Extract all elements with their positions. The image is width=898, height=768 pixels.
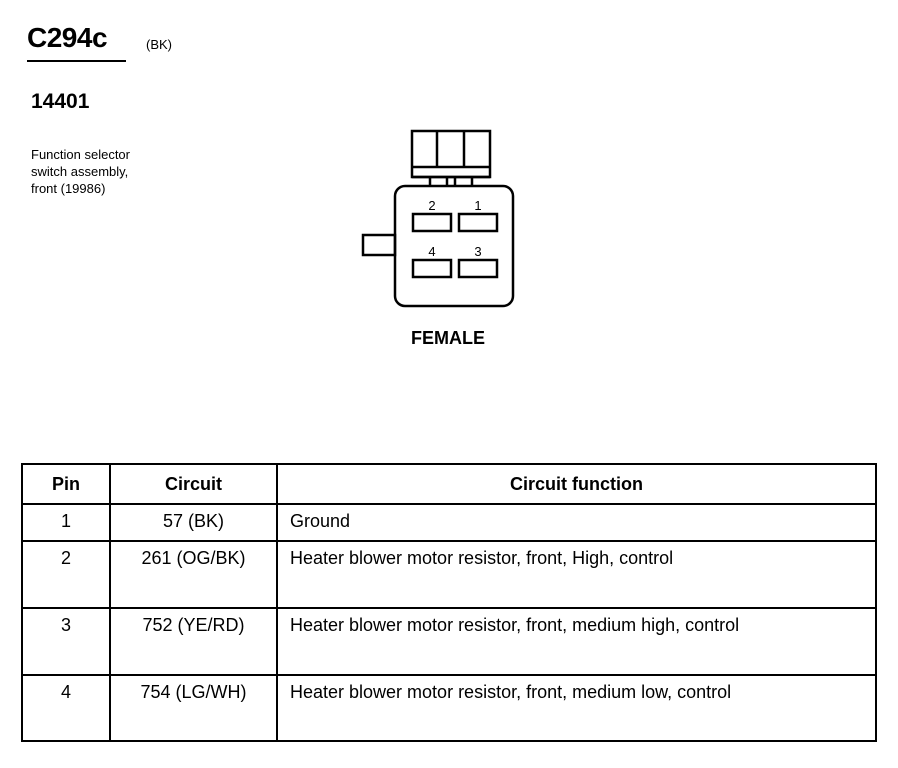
function-cell: Heater blower motor resistor, front, High, control bbox=[277, 541, 876, 608]
cavity-2 bbox=[413, 214, 451, 231]
pin-cell: 3 bbox=[22, 608, 110, 675]
cavity-label: 4 bbox=[428, 244, 436, 259]
description-line: switch assembly, bbox=[31, 164, 129, 179]
cavity-3 bbox=[459, 260, 497, 277]
component-description bbox=[31, 146, 130, 197]
cavity-label: 3 bbox=[474, 244, 482, 259]
cavity-1 bbox=[459, 214, 497, 231]
connector-body bbox=[395, 186, 513, 306]
cavity-label: 2 bbox=[428, 198, 436, 213]
cavity-4 bbox=[413, 260, 451, 277]
cavity-label: 1 bbox=[474, 198, 482, 213]
connector-id: C294c bbox=[27, 22, 108, 53]
circuit-cell: 57 (BK) bbox=[110, 504, 277, 541]
description-line: front (19986) bbox=[31, 181, 106, 196]
function-cell: Heater blower motor resistor, front, medium low, control bbox=[277, 675, 876, 741]
column-header-pin: Pin bbox=[22, 464, 110, 504]
circuit-cell: 261 (OG/BK) bbox=[110, 541, 277, 608]
connector-gender-label: FEMALE bbox=[411, 328, 485, 348]
function-cell: Heater blower motor resistor, front, medium high, control bbox=[277, 608, 876, 675]
circuit-cell: 754 (LG/WH) bbox=[110, 675, 277, 741]
table-row bbox=[22, 608, 876, 675]
table-row bbox=[22, 504, 876, 541]
connector-latch bbox=[412, 131, 490, 177]
pin-table bbox=[21, 463, 877, 742]
table-row bbox=[22, 675, 876, 741]
pin-cell: 1 bbox=[22, 504, 110, 541]
circuit-cell: 752 (YE/RD) bbox=[110, 608, 277, 675]
column-header-circuit-function: Circuit function bbox=[277, 464, 876, 504]
connector-color-code: (BK) bbox=[146, 37, 172, 52]
connector-face-diagram bbox=[355, 122, 525, 312]
connector-id-underline bbox=[27, 60, 126, 62]
description-line: Function selector bbox=[31, 147, 130, 162]
function-cell: Ground bbox=[277, 504, 876, 541]
table-row bbox=[22, 541, 876, 608]
table-header-row bbox=[22, 464, 876, 504]
pin-cell: 4 bbox=[22, 675, 110, 741]
part-number: 14401 bbox=[31, 90, 90, 113]
connector-side-tab bbox=[363, 235, 395, 255]
column-header-circuit: Circuit bbox=[110, 464, 277, 504]
pin-cell: 2 bbox=[22, 541, 110, 608]
